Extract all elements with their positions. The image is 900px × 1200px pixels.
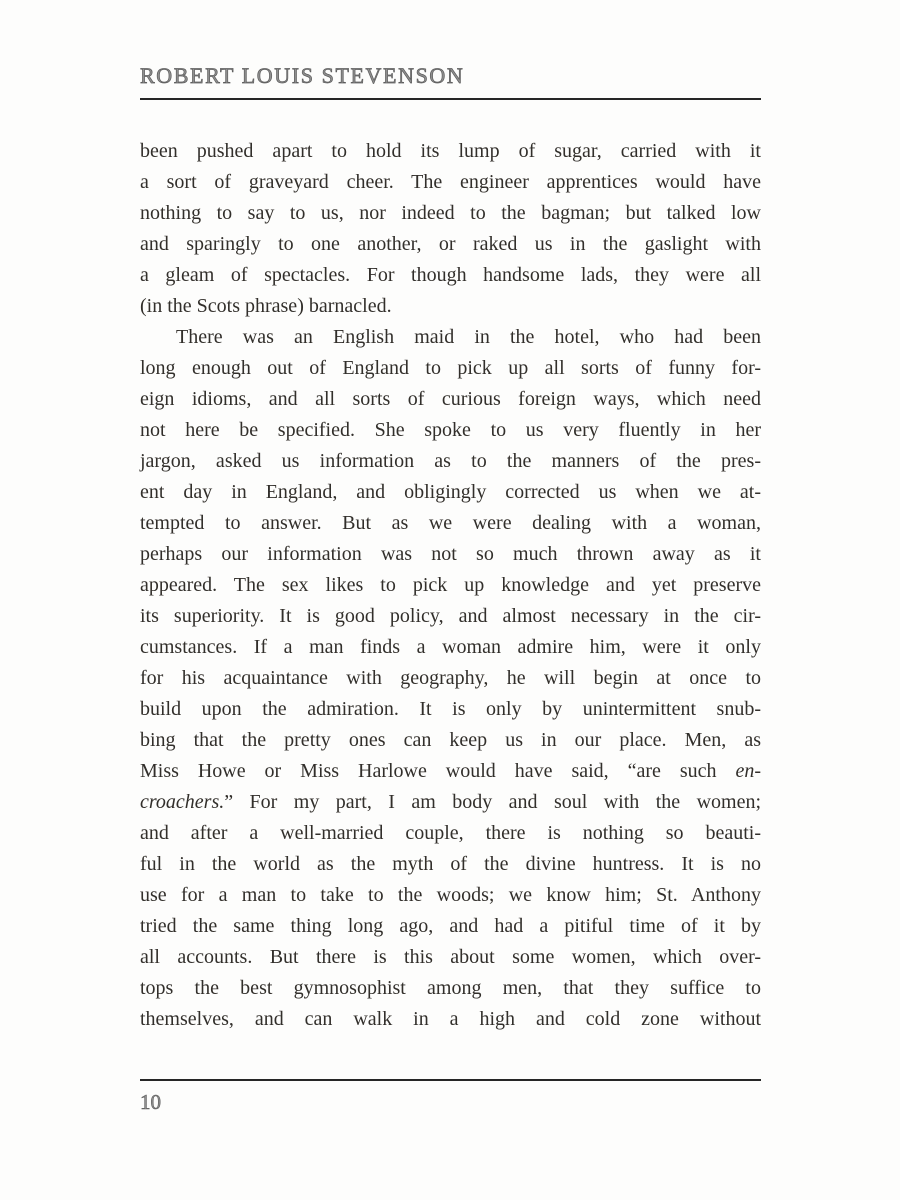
text-line: long enough out of England to pick up all sorts of funny for-: [140, 357, 761, 379]
page-body-text: [140, 136, 761, 1035]
text-line: not here be specified. She spoke to us very fluently in her: [140, 419, 761, 441]
text-line: ent day in England, and obligingly corrected us when we at-: [140, 481, 761, 503]
text-line: been pushed apart to hold its lump of sugar, carried with it: [140, 140, 761, 162]
text-line: bing that the pretty ones can keep us in our place. Men, as: [140, 729, 761, 751]
text-line: its superiority. It is good policy, and almost necessary in the cir-: [140, 605, 761, 627]
text-line: and sparingly to one another, or raked us in the gaslight with: [140, 233, 761, 255]
text-line: (in the Scots phrase) barnacled.: [140, 295, 392, 317]
text-line: There was an English maid in the hotel, who had been: [176, 326, 761, 348]
text-line: perhaps our information was not so much thrown away as it: [140, 543, 761, 565]
text-line: appeared. The sex likes to pick up knowledge and yet preserve: [140, 574, 761, 596]
header-rule: [140, 98, 761, 100]
text-line: and after a well-married couple, there is nothing so beauti-: [140, 822, 761, 844]
text-line: Miss Howe or Miss Harlowe would have said, “are such en-: [140, 760, 761, 782]
text-line: tops the best gymnosophist among men, that they suffice to: [140, 977, 761, 999]
text-line: ful in the world as the myth of the divine huntress. It is no: [140, 853, 761, 875]
text-line: jargon, asked us information as to the manners of the pres-: [140, 450, 761, 472]
text-line: eign idioms, and all sorts of curious foreign ways, which need: [140, 388, 761, 410]
footer-rule: [140, 1079, 761, 1081]
text-line: use for a man to take to the woods; we know him; St. Anthony: [140, 884, 761, 906]
text-line: cumstances. If a man finds a woman admire him, were it only: [140, 636, 761, 658]
running-header-title: ROBERT LOUIS STEVENSON: [140, 63, 465, 88]
text-line: tempted to answer. But as we were dealing with a woman,: [140, 512, 761, 534]
page-header: [140, 0, 761, 100]
text-line: all accounts. But there is this about some women, which over-: [140, 946, 761, 968]
page-footer: [140, 1079, 761, 1115]
text-line: build upon the admiration. It is only by unintermittent snub-: [140, 698, 761, 720]
page-number: 10: [140, 1090, 161, 1114]
text-line: a sort of graveyard cheer. The engineer apprentices would have: [140, 171, 761, 193]
text-line: themselves, and can walk in a high and cold zone without: [140, 1008, 761, 1030]
text-line: croachers.” For my part, I am body and soul with the women;: [140, 791, 761, 813]
text-line: nothing to say to us, nor indeed to the bagman; but talked low: [140, 202, 761, 224]
text-line: a gleam of spectacles. For though handsome lads, they were all: [140, 264, 761, 286]
text-line: tried the same thing long ago, and had a pitiful time of it by: [140, 915, 761, 937]
text-line: for his acquaintance with geography, he will begin at once to: [140, 667, 761, 689]
